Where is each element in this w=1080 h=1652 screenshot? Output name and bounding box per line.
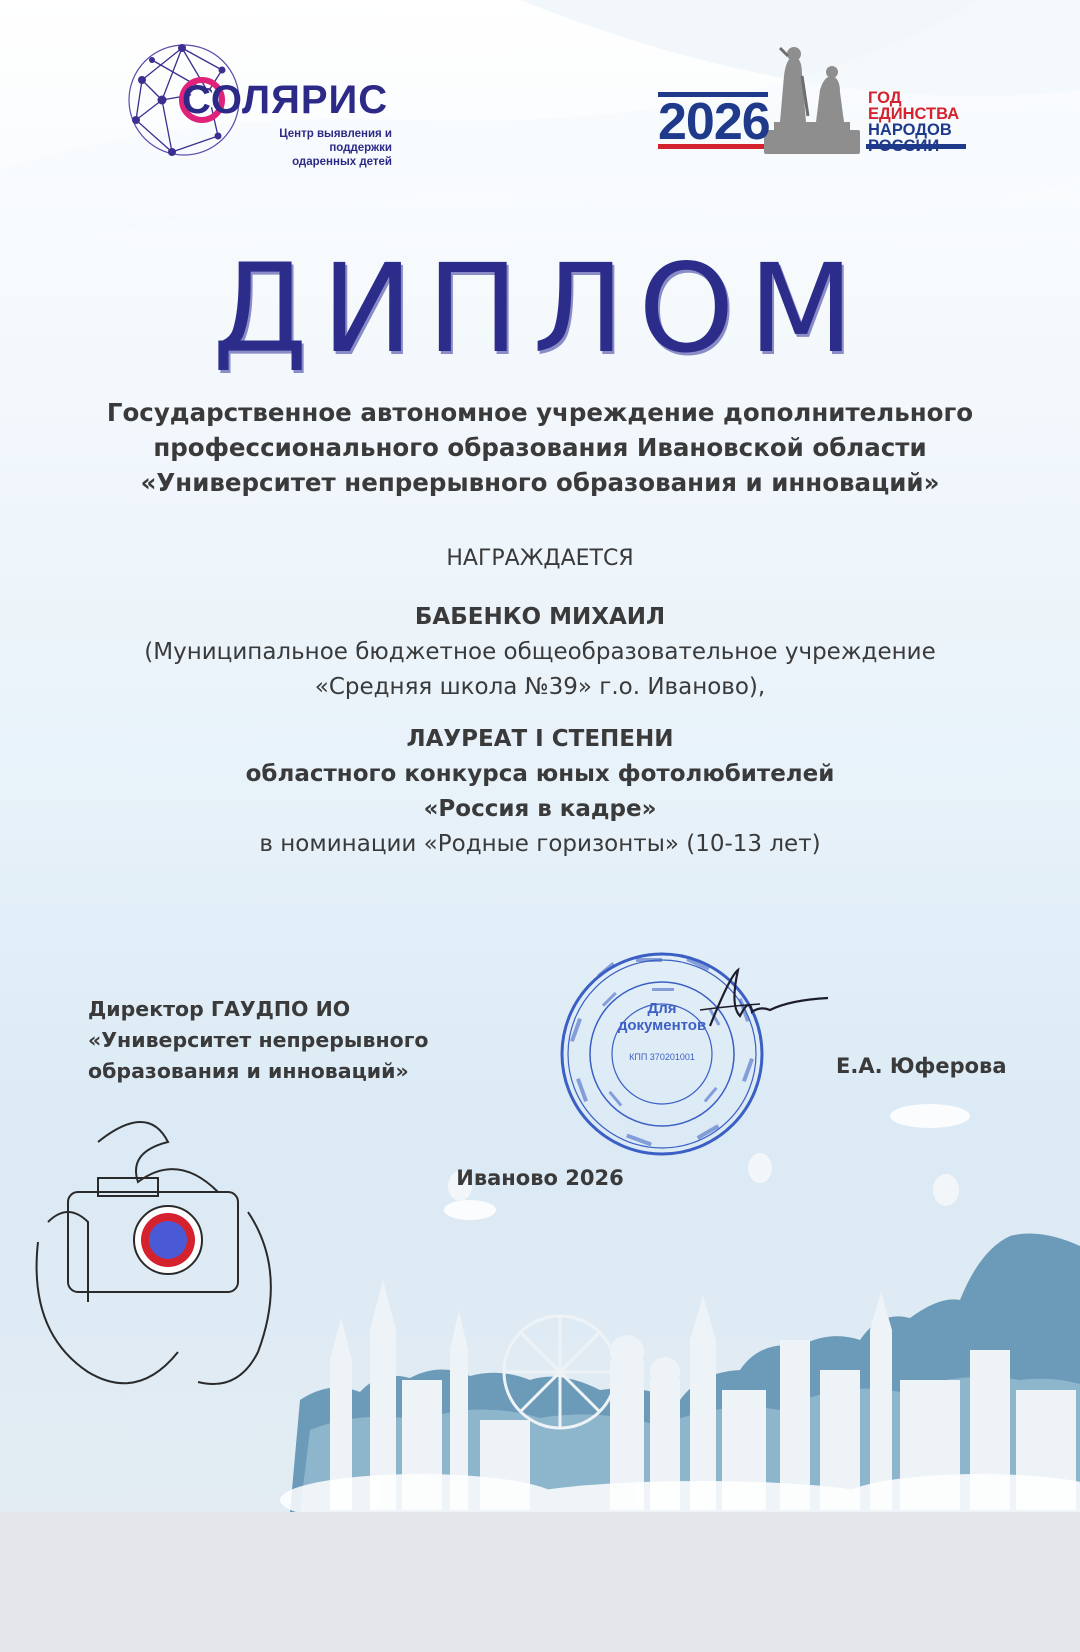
place-and-year: Иваново 2026	[456, 1166, 624, 1190]
solaris-subtitle-line1: Центр выявления и поддержки	[279, 128, 392, 154]
director-line2: «Университет непрерывного	[88, 1028, 429, 1052]
year-of-unity-text	[868, 90, 959, 154]
recipient-name: БАБЕНКО МИХАИЛ	[414, 604, 666, 630]
recipient-school-line1: (Муниципальное бюджетное общеобразовательное учреждение	[144, 639, 936, 665]
awarded-label: НАГРАЖДАЕТСЯ	[446, 546, 634, 571]
solaris-name: СОЛЯРИС	[182, 78, 389, 122]
recipient-block	[0, 600, 1080, 705]
year-of-unity-year: 2026	[658, 93, 770, 151]
organization-line3: «Университет непрерывного образования и инноваций»	[140, 468, 940, 497]
recipient-school-line2: «Средняя школа №39» г.о. Иваново),	[314, 674, 766, 700]
organization-line2: профессионального образования Ивановской области	[153, 433, 927, 462]
stamp-kpp: КПП 370201001	[629, 1052, 695, 1062]
year-of-unity-line3: НАРОДОВ	[868, 121, 952, 139]
year-of-unity-line1: ГОД	[868, 89, 902, 107]
camera-sketch-icon	[28, 1112, 298, 1402]
laureate-block	[0, 722, 1080, 862]
organization-line1: Государственное автономное учреждение дополнительного	[106, 398, 974, 427]
signature-icon	[690, 966, 830, 1036]
stamp-label-line2: документов	[617, 1017, 707, 1034]
laureate-degree: ЛАУРЕАТ I СТЕПЕНИ	[406, 726, 674, 752]
year-of-unity-line2: ЕДИНСТВА	[868, 105, 960, 123]
solaris-subtitle	[222, 127, 392, 169]
organization-name	[0, 395, 1080, 500]
signer-name: Е.А. Юферова	[836, 1054, 1007, 1078]
director-line1: Директор ГАУДПО ИО	[88, 997, 351, 1021]
director-line3: образования и инноваций»	[88, 1059, 409, 1083]
solaris-subtitle-line2: одаренных детей	[292, 156, 392, 168]
year-of-unity-line4: РОССИИ	[868, 137, 940, 155]
director-title	[88, 994, 428, 1087]
contest-description: областного конкурса юных фотолюбителей	[245, 761, 835, 787]
stamp-label-line1: Для	[647, 1000, 677, 1017]
contest-name: «Россия в кадре»	[423, 796, 657, 822]
diploma-title: ДИПЛОМ	[212, 238, 868, 380]
nomination: в номинации «Родные горизонты» (10-13 лет)	[259, 831, 821, 857]
